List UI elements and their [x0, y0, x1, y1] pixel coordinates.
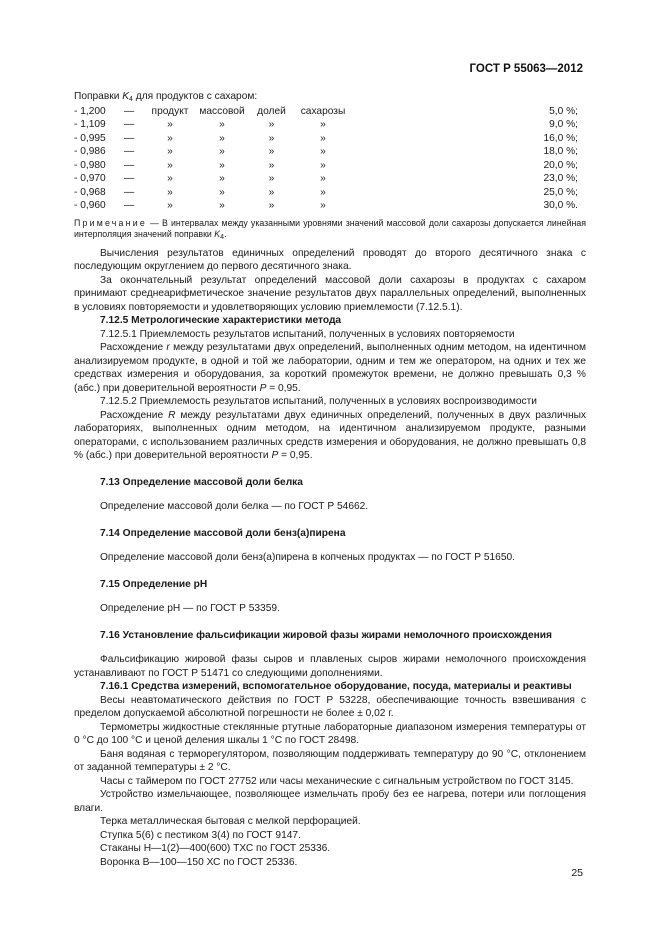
word-product: »	[167, 132, 173, 144]
word-share: »	[268, 173, 275, 184]
corrections-row	[74, 159, 586, 173]
paragraph-grinder: Устройство измельчающее, позволяющее измельчать пробу без ее нагрева, потери или поглощения влаги.	[74, 789, 586, 814]
corrections-row	[74, 118, 586, 132]
word-product: »	[167, 186, 173, 198]
correction-value: - 0,995	[74, 132, 106, 144]
corrections-row	[74, 145, 586, 159]
word-share: »	[268, 119, 275, 130]
sucrose-percent: 20,0 %;	[543, 159, 578, 171]
word-sucrose: »	[320, 119, 326, 130]
word-sucrose: сахарозы	[300, 105, 346, 117]
paragraph-rounding: Вычисления результатов единичных определений проводят до второго десятичного знака с последующим округлением до первого десятичного знака.	[74, 247, 586, 272]
document-header: ГОСТ Р 55063—2012	[469, 63, 583, 75]
corrections-row	[74, 172, 586, 186]
correction-value: - 0,986	[74, 146, 106, 157]
correction-value: - 0,980	[74, 159, 106, 171]
heading-7-13: 7.13 Определение массовой доли белка	[100, 476, 303, 488]
note: Примечание — В интервалах между указанными уровнями значений массовой доли сахарозы допускается линейная интерполяция значений поправки $K_4$.	[74, 217, 586, 241]
word-share: долей	[257, 105, 286, 117]
paragraph-thermometers: Термометры жидкостные стеклянные ртутные лабораторные диапазоном измерения температуры от 0 °С до 100 °С и ценой деления шкалы 1 °С по ГОСТ 28498.	[74, 721, 586, 746]
heading-7-15: 7.15 Определение pH	[100, 578, 208, 590]
dash: —	[124, 159, 135, 171]
paragraph-7-12-5-2: 7.12.5.2 Приемлемость результатов испытаний, полученных в условиях воспроизводимости	[100, 396, 537, 407]
heading-7-14: 7.14 Определение массовой доли бенз(а)пирена	[100, 527, 346, 539]
word-product: »	[167, 200, 173, 211]
correction-value: - 1,200	[74, 105, 106, 117]
correction-value: - 0,968	[74, 186, 106, 198]
paragraph-water-bath: Баня водяная с терморегулятором, позволяющим поддерживать температуру до 90 °С, отклонением от заданной температуры ± 2 °С.	[74, 748, 586, 773]
paragraph-clock: Часы с таймером по ГОСТ 27752 или часы механические с сигнальным устройством по ГОСТ 3145.	[100, 775, 574, 787]
word-mass: массовой	[199, 105, 245, 117]
heading-7-16-1: 7.16.1 Средства измерений, вспомогательное оборудование, посуда, материалы и реактивы	[100, 681, 572, 692]
sucrose-percent: 25,0 %;	[543, 186, 578, 198]
corrections-row	[74, 199, 586, 213]
corrections-row	[74, 132, 586, 146]
correction-value: - 0,960	[74, 200, 106, 211]
sucrose-percent: 30,0 %.	[543, 200, 578, 211]
word-mass: »	[219, 132, 225, 144]
paragraph-mortar: Ступка 5(6) с пестиком 3(4) по ГОСТ 9147.	[100, 829, 301, 841]
sucrose-percent: 18,0 %;	[543, 146, 578, 157]
page-number: 25	[571, 867, 583, 879]
word-mass: »	[219, 146, 225, 157]
dash: —	[124, 105, 135, 117]
word-sucrose: »	[320, 132, 326, 144]
word-mass: »	[219, 173, 225, 184]
word-product: »	[167, 146, 173, 157]
word-share: »	[268, 146, 275, 157]
word-share: »	[268, 132, 275, 144]
word-share: »	[268, 186, 275, 198]
word-mass: »	[219, 159, 225, 171]
document-body	[74, 90, 586, 869]
correction-value: - 1,109	[74, 119, 106, 130]
word-product: »	[167, 119, 173, 130]
word-sucrose: »	[320, 186, 326, 198]
paragraph-funnel: Воронка В—100—150 ХС по ГОСТ 25336.	[100, 856, 298, 868]
correction-value: - 0,970	[74, 173, 106, 184]
paragraph-7-15: Определение pH — по ГОСТ Р 53359.	[100, 603, 280, 614]
heading-7-16: 7.16 Установление фальсификации жировой фазы жирами немолочного происхождения	[100, 629, 552, 641]
paragraph-glasses: Стаканы Н—1(2)—400(600) ТХС по ГОСТ 25336.	[100, 843, 331, 854]
sucrose-percent: 16,0 %;	[543, 132, 578, 144]
word-sucrose: »	[320, 173, 326, 184]
word-share: »	[268, 200, 275, 211]
dash: —	[124, 173, 135, 184]
word-product: »	[167, 173, 173, 184]
paragraph-7-13: Определение массовой доли белка — по ГОСТ Р 54662.	[100, 501, 369, 512]
paragraph-scales: Весы неавтоматического действия по ГОСТ Р 53228, обеспечивающие точность взвешивания с пределом допускаемой абсолютной погрешности не более ± 0,02 г.	[74, 694, 586, 719]
paragraph-repeatability: Расхождение r между результатами двух определений, выполненных одним методом, на идентичном анализируемом продукте, в одной и той же лаборатории, одним и тем же оператором, на одних и тех же средствах измерения и оборудования, за короткий промежуток времени, не должно превышать 0,3 % (абс.) при доверительной вероятности P = 0,95.	[74, 342, 587, 394]
sucrose-percent: 5,0 %;	[549, 105, 578, 117]
word-mass: »	[219, 200, 225, 211]
paragraph-7-16: Фальсификацию жировой фазы сыров и плавленых сыров жирами немолочного происхождения устанавливают по ГОСТ Р 51471 со следующими дополнениями.	[74, 654, 586, 679]
word-share: »	[268, 159, 275, 171]
corrections-row	[74, 186, 586, 200]
corrections-title: Поправки $K_4$ для продуктов с сахаром:	[74, 91, 258, 103]
word-sucrose: »	[320, 200, 326, 211]
paragraph-7-14: Определение массовой доли бенз(а)пирена в копченых продуктах — по ГОСТ Р 51650.	[100, 552, 515, 563]
word-sucrose: »	[320, 159, 326, 171]
paragraph-7-12-5-1: 7.12.5.1 Приемлемость результатов испытаний, полученных в условиях повторяемости	[100, 328, 515, 340]
sucrose-percent: 23,0 %;	[543, 173, 578, 184]
paragraph-final-result: За окончательный результат определений массовой доли сахарозы в продуктах с сахаром принимают среднеарифметическое значение результатов двух параллельных определений, выполненных в условиях повторяемости и удовлетворяющих условию приемлемости (7.12.5.1).	[74, 274, 586, 313]
corrections-table	[74, 105, 586, 213]
dash: —	[124, 200, 135, 211]
dash: —	[124, 119, 135, 130]
word-mass: »	[219, 119, 225, 130]
word-mass: »	[219, 186, 225, 198]
paragraph-reproducibility: Расхождение R между результатами двух единичных определений, полученных в двух различных лабораториях, выполненных одним методом, на идентичном анализируемом продукте, разными операторами, с использованием различных средств измерения и оборудования, не должно превышать 0,8 % (абс.) при доверительной вероятности P = 0,95.	[74, 409, 587, 461]
dash: —	[124, 132, 135, 144]
corrections-row	[74, 105, 586, 119]
word-sucrose: »	[320, 146, 326, 157]
paragraph-grater: Терка металлическая бытовая с мелкой перфорацией.	[100, 816, 361, 827]
dash: —	[124, 146, 135, 157]
sucrose-percent: 9,0 %;	[549, 119, 578, 130]
heading-7-12-5: 7.12.5 Метрологические характеристики метода	[100, 315, 342, 326]
dash: —	[124, 186, 135, 198]
word-product: »	[167, 159, 173, 171]
word-product: продукт	[151, 105, 189, 117]
